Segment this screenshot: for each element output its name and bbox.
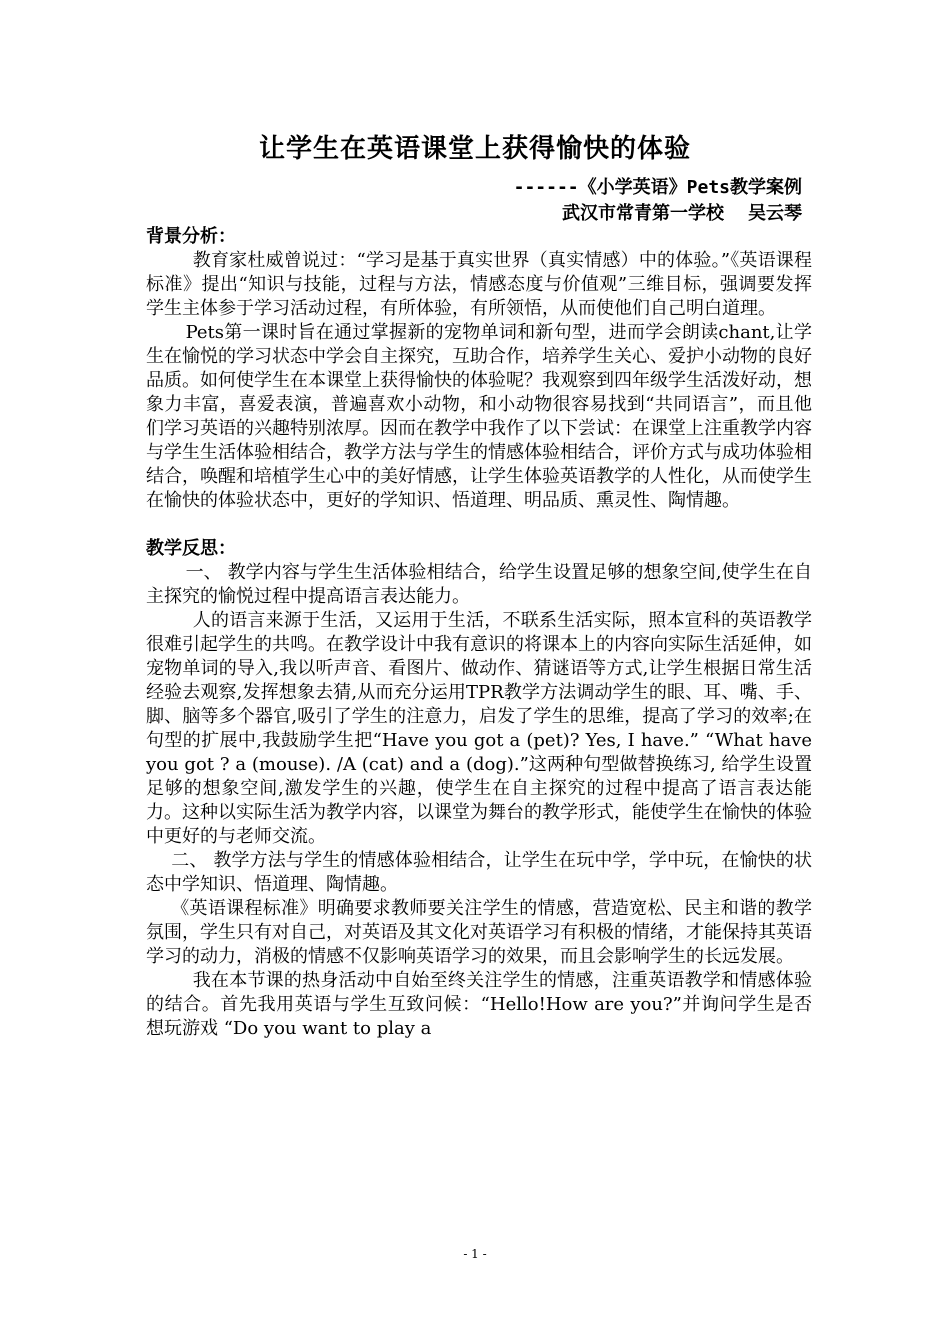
page-number: - 1 - — [463, 1247, 487, 1261]
reflection-heading: 教学反思： — [146, 538, 236, 559]
section-spacer — [146, 513, 812, 537]
author-school: 武汉市常青第一学校 — [562, 203, 724, 224]
background-heading: 背景分析： — [146, 226, 236, 247]
document-body — [146, 225, 812, 1041]
background-paragraph-2: Pets第一课时旨在通过掌握新的宠物单词和新句型，进而学会朗读chant,让学生在愉悦的学习状态中学会自主探究，互助合作，培养学生关心、爱护小动物的良好品质。如何使学生在本课堂上获得愉快的体验呢？我观察到四年级学生活泼好动，想象力丰富，喜爱表演，普遍喜欢小动物，和小动物很容易找到“共同语言”，而且他们学习英语的兴趣特别浓厚。因而在教学中我作了以下尝试：在课堂上注重教学内容与学生生活体验相结合，教学方法与学生的情感体验相结合，评价方式与成功体验相结合，唤醒和培植学生心中的美好情感，让学生体验英语教学的人性化，从而使学生在愉快的体验状态中，更好的学知识、悟道理、明品质、熏灵性、陶情趣。 — [146, 322, 812, 511]
document-title: 让学生在英语课堂上获得愉快的体验 — [258, 134, 691, 164]
reflection-paragraph-4: 《英语课程标准》明确要求教师要关注学生的情感，营造宽松、民主和谐的教学氛围，学生只有对自己，对英语及其文化对英语学习有积极的情绪，才能保持其英语学习的动力，消极的情感不仅影响英语学习的效果，而且会影响学生的长远发展。 — [146, 898, 812, 967]
reflection-paragraph-3: 人的语言来源于生活，又运用于生活，不联系生活实际，照本宣科的英语教学很难引起学生的共鸣。在教学设计中我有意识的将课本上的内容向实际生活延伸，如宠物单词的导入,我以听声音、看图片、做动作、猜谜语等方式,让学生根据日常生活经验去观察,发挥想象去猜,从而充分运用TPR教学方法调动学生的眼、耳、嘴、手、脚、脑等多个器官,吸引了学生的注意力，启发了学生的思维，提高了学习的效率;在句型的扩展中,我鼓励学生把“Have you got a (pet)? Yes, I have.” “What have you got ? a (mouse). /A (cat) and a (dog).”这两种句型做替换练习, 给学生设置足够的想象空间,激发学生的兴趣，使学生在自主探究的过程中提高了语言表达能力。这种以实际生活为教学内容，以课堂为舞台的教学形式，能使学生在愉快的体验中更好的与老师交流。 — [146, 610, 812, 847]
author-name: 吴云琴 — [748, 203, 802, 224]
author-line — [562, 201, 802, 227]
background-paragraph-1: 教育家杜威曾说过：“学习是基于真实世界（真实情感）中的体验。”《英语课程标准》提出“知识与技能，过程与方法，情感态度与价值观”三维目标，强调要发挥学生主体参于学习活动过程，有所体验，有所领悟，从而使他们自己明白道理。 — [146, 250, 812, 319]
document-subtitle: ------《小学英语》Pets教学案例 — [513, 177, 802, 198]
reflection-point-1: 一、 教学内容与学生生活体验相结合，给学生设置足够的想象空间,使学生在自主探究的愉悦过程中提高语言表达能力。 — [146, 562, 812, 607]
reflection-point-2: 二、 教学方法与学生的情感体验相结合，让学生在玩中学，学中玩，在愉快的状态中学知识、悟道理、陶情趣。 — [146, 850, 812, 895]
reflection-paragraph-5: 我在本节课的热身活动中自始至终关注学生的情感，注重英语教学和情感体验的结合。首先我用英语与学生互致问候：“Hello!How are you?”并询问学生是否想玩游戏 “Do you want to play a — [146, 970, 812, 1039]
